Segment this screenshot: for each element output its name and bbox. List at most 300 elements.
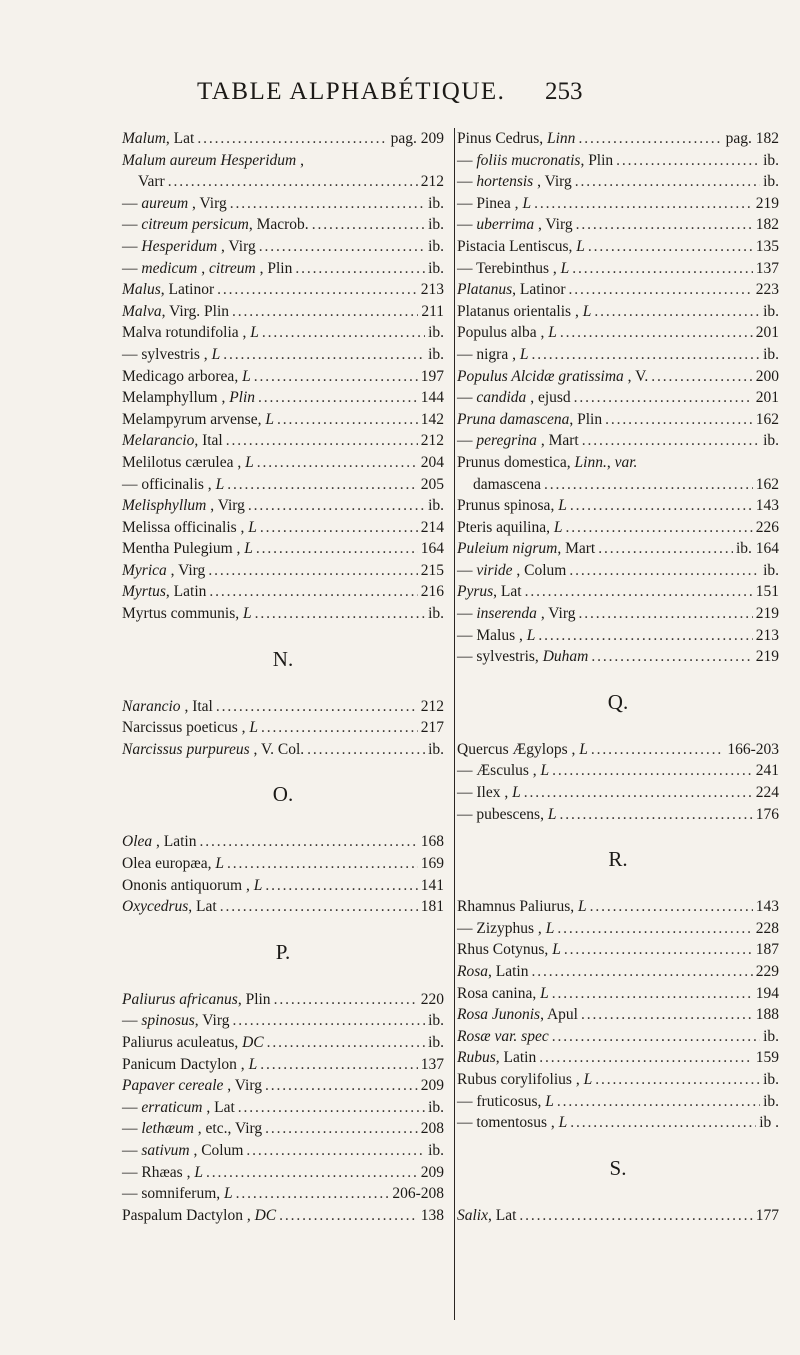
page-title: TABLE ALPHABÉTIQUE.: [197, 78, 506, 105]
entry-page: 212: [420, 432, 444, 450]
entry-name: [122, 430, 223, 452]
entry-page: ib.: [763, 345, 779, 363]
index-entry: [457, 301, 779, 323]
entry-name: [122, 1183, 233, 1205]
index-entry: [457, 538, 779, 560]
index-entry: [122, 1054, 444, 1076]
entry-name: [457, 1004, 578, 1026]
entry-page: 213: [755, 626, 779, 644]
entry-name-part: Papaver cereale: [122, 1077, 224, 1095]
entry-name-part: L: [578, 898, 587, 916]
entry-name-part: Paliurus aculeatus,: [122, 1034, 243, 1051]
entry-page: 143: [755, 898, 779, 916]
entry-page: 219: [755, 648, 779, 666]
entry-name-part: Myrtus: [122, 583, 166, 601]
leader-dots: [588, 236, 753, 258]
entry-name: [122, 1205, 276, 1227]
entry-name-part: Melilotus cærulea ,: [122, 453, 246, 471]
entry-name-part: —: [457, 432, 477, 450]
entry-name: [122, 150, 304, 172]
entry-name-part: L: [512, 784, 521, 802]
entry-name-part: aureum: [141, 194, 189, 212]
entry-name-part: Narcissus poeticus ,: [122, 719, 250, 737]
entry-name-part: L: [224, 1185, 233, 1203]
entry-page: 213: [420, 281, 444, 299]
entry-page: ib.: [428, 605, 444, 623]
entry-name: [122, 495, 245, 517]
leader-dots: [265, 1075, 418, 1097]
leader-dots: [295, 258, 425, 280]
entry-page: ib.: [763, 1070, 779, 1088]
leader-dots: [569, 279, 753, 301]
entry-name: [122, 474, 224, 496]
leader-dots: [616, 150, 760, 172]
entry-name-part: Hesperidum: [141, 237, 218, 255]
entry-page: 228: [755, 919, 779, 937]
index-entry: [457, 236, 779, 258]
entry-name-part: —: [122, 194, 142, 212]
leader-dots: [277, 409, 418, 431]
entry-name-part: Myrica: [122, 561, 167, 579]
leader-dots: [575, 171, 760, 193]
entry-name: [122, 279, 214, 301]
entry-page: ib.: [428, 324, 444, 342]
entry-name-part: Rosa: [457, 963, 488, 980]
entry-page: pag. 209: [390, 130, 444, 147]
leader-dots: [206, 1162, 418, 1184]
entry-page: ib.: [763, 173, 779, 191]
entry-name: [457, 344, 528, 366]
entry-page: 176: [755, 805, 779, 823]
leader-dots: [197, 128, 387, 150]
leader-dots: [262, 322, 425, 344]
index-entry: [122, 739, 444, 761]
entry-name: [122, 875, 262, 897]
leader-dots: [538, 625, 752, 647]
leader-dots: [544, 474, 753, 496]
index-entry: [457, 896, 779, 918]
index-entry: [122, 128, 444, 150]
entry-name-part: — Pinea ,: [457, 194, 523, 212]
index-entry: [457, 214, 779, 236]
entry-name-part: Paliurus africanus: [122, 990, 238, 1008]
entry-name-part: , Colum: [189, 1141, 244, 1159]
entry-name: [457, 236, 585, 258]
entry-name-part: L: [547, 805, 557, 823]
entry-name-part: L: [548, 324, 557, 342]
entry-name-part: —: [122, 1120, 142, 1138]
index-entry: [457, 1205, 779, 1227]
entry-name-part: Puleium nigrum: [457, 540, 558, 558]
entry-name-part: — sylvestris,: [457, 648, 543, 666]
entry-name-part: Rhus Cotynus,: [457, 941, 553, 959]
entry-page: 169: [420, 855, 444, 873]
entry-name: [122, 560, 205, 582]
entry-page: 211: [421, 302, 444, 320]
index-entry: [457, 430, 779, 452]
entry-name-part: ,: [197, 259, 209, 277]
entry-name-part: L: [540, 984, 549, 1002]
entry-name-part: L: [248, 1055, 258, 1073]
index-entry: [457, 1004, 779, 1026]
entry-name-part: Paspalum Dactylon ,: [122, 1206, 255, 1224]
entry-name: [457, 918, 554, 940]
leader-dots: [557, 1091, 760, 1113]
index-entry: [122, 150, 444, 172]
entry-name-part: , Latinor: [512, 281, 566, 299]
entry-name-part: L: [243, 605, 252, 623]
entry-page: 226: [755, 518, 779, 536]
entry-page: 205: [420, 475, 444, 493]
leader-dots: [570, 1112, 756, 1134]
entry-page: 224: [755, 784, 779, 802]
entry-page: 177: [755, 1206, 779, 1224]
entry-name-part: Rubus corylifolius ,: [457, 1070, 584, 1088]
entry-page: 212: [420, 697, 444, 715]
index-entry: [122, 696, 444, 718]
entry-name-part: candida: [476, 389, 527, 407]
entry-name: [457, 258, 569, 280]
index-entry: [457, 646, 779, 668]
entry-page: 168: [420, 833, 444, 851]
entry-name: [457, 939, 561, 961]
entry-name: [122, 853, 224, 875]
entry-page: 219: [755, 605, 779, 623]
leader-dots: [254, 366, 418, 388]
index-entry: [457, 150, 779, 172]
leader-dots: [226, 430, 418, 452]
index-entry: [457, 409, 779, 431]
entry-name-part: —: [122, 1012, 142, 1030]
entry-name: [457, 214, 573, 236]
entry-name-part: Duham: [542, 648, 589, 666]
entry-name-part: — nigra ,: [457, 345, 520, 363]
entry-name: [122, 214, 309, 236]
leader-dots: [312, 214, 425, 236]
leader-dots: [591, 739, 724, 761]
entry-name-part: L: [558, 497, 567, 515]
index-entry: [122, 1162, 444, 1184]
entry-name-part: —: [457, 605, 477, 623]
entry-name-part: , Lat: [202, 1098, 235, 1116]
entry-name-part: , Virg: [217, 237, 256, 255]
entry-page: 214: [420, 518, 444, 536]
leader-dots: [534, 193, 753, 215]
leader-dots: [258, 387, 418, 409]
leader-dots: [216, 696, 418, 718]
entry-name-part: Narancio: [122, 697, 181, 715]
entry-page: 216: [420, 583, 444, 601]
entry-name: [122, 1054, 257, 1076]
entry-name-part: L: [250, 324, 259, 342]
entry-name-part: —: [122, 1098, 142, 1116]
leader-dots: [230, 193, 425, 215]
leader-dots: [595, 1069, 760, 1091]
index-entry: [122, 171, 444, 193]
entry-name: [457, 739, 588, 761]
entry-name: [457, 804, 556, 826]
entry-name-part: , Virg. Plin: [161, 302, 230, 320]
entry-name-part: — pubescens,: [457, 805, 548, 823]
entry-name-part: , Apul: [540, 1006, 578, 1024]
entry-name-part: Pteris aquilina,: [457, 518, 554, 536]
entry-name-part: Linn.: [574, 453, 607, 471]
entry-name: [457, 1069, 592, 1091]
index-entry: [457, 739, 779, 761]
leader-dots: [564, 939, 753, 961]
entry-name-part: , Lat: [488, 1206, 517, 1224]
entry-page: 206-208: [392, 1185, 444, 1203]
entry-page: 151: [755, 583, 779, 601]
entry-name-part: , Latinor: [160, 281, 215, 299]
leader-dots: [598, 538, 733, 560]
entry-name-part: erraticum: [141, 1098, 203, 1116]
section-letter: P.: [275, 939, 291, 964]
entry-page: 197: [420, 367, 444, 385]
index-entry: [457, 474, 779, 496]
entry-name-part: Mentha Pulegium ,: [122, 540, 245, 558]
entry-name-part: , Virg: [194, 1012, 230, 1030]
entry-page: 212: [420, 173, 444, 191]
entry-page: 194: [755, 984, 779, 1002]
entry-name-part: L: [248, 518, 257, 536]
index-entry: [122, 1140, 444, 1162]
section-letter: Q.: [607, 689, 629, 714]
entry-name-part: , Latin: [495, 1049, 537, 1067]
entry-page: 201: [755, 324, 779, 342]
entry-name-part: , Mart: [536, 432, 579, 450]
entry-name: [457, 646, 588, 668]
entry-name-part: L: [194, 1163, 203, 1181]
index-entry: [122, 538, 444, 560]
entry-name: [122, 1097, 235, 1119]
entry-name: [122, 739, 304, 761]
entry-name-part: lethæum: [141, 1120, 194, 1138]
leader-dots: [590, 896, 753, 918]
entry-name-part: L: [558, 1114, 568, 1132]
entry-page: ib.: [763, 302, 779, 320]
index-column-left: [122, 128, 444, 1226]
index-entry: [122, 1032, 444, 1054]
entry-page: ib.: [428, 740, 444, 758]
entry-name-part: L: [245, 453, 254, 471]
index-entry: [122, 214, 444, 236]
section-letter: S.: [609, 1155, 627, 1180]
entry-name-part: Ononis antiquorum ,: [122, 876, 254, 894]
leader-dots: [220, 896, 418, 918]
entry-name-part: — Ilex ,: [457, 784, 513, 802]
entry-name-part: foliis mucronatis: [476, 151, 581, 169]
entry-name: [457, 517, 563, 539]
index-entry: [457, 128, 779, 150]
leader-dots: [199, 831, 417, 853]
index-entry: [122, 1118, 444, 1140]
entry-page: 220: [420, 990, 444, 1008]
index-entry: [122, 1097, 444, 1119]
leader-dots: [246, 1140, 425, 1162]
index-entry: [122, 193, 444, 215]
entry-name-part: — Terebinthus ,: [457, 259, 561, 277]
leader-dots: [594, 301, 760, 323]
entry-name-part: L: [526, 626, 536, 644]
entry-name-part: Melissa officinalis ,: [122, 518, 249, 536]
index-entry: [457, 603, 779, 625]
entry-name-part: L: [579, 740, 588, 758]
entry-name-part: L: [215, 475, 225, 493]
entry-name-part: citreum persicum: [141, 216, 249, 234]
index-entry: [122, 387, 444, 409]
leader-dots: [574, 387, 753, 409]
entry-page: 141: [420, 876, 444, 894]
index-entry: [457, 1091, 779, 1113]
section-letter: R.: [608, 847, 628, 872]
index-entry: [122, 236, 444, 258]
entry-name-part: citreum: [208, 259, 256, 277]
entry-name-part: Panicum Dactylon ,: [122, 1055, 249, 1073]
entry-name-part: — officinalis ,: [122, 475, 216, 493]
section-letter: O.: [272, 782, 294, 807]
entry-name: [457, 1205, 516, 1227]
index-entry: [122, 581, 444, 603]
index-entry: [457, 1047, 779, 1069]
index-entry: [457, 1069, 779, 1091]
entry-name-part: L: [545, 1092, 554, 1110]
entry-name: [122, 1075, 262, 1097]
index-entry: [122, 474, 444, 496]
entry-name-part: — tomentosus ,: [457, 1114, 559, 1132]
entry-name: [457, 625, 535, 647]
leader-dots: [267, 1032, 425, 1054]
entry-name-part: , Latin: [165, 583, 207, 601]
entry-page: ib.: [428, 1141, 444, 1159]
index-entry: [457, 1112, 779, 1134]
entry-name-part: —: [457, 173, 477, 191]
entry-name-part: viride: [476, 561, 513, 579]
entry-page: ib.: [428, 194, 444, 212]
section-letter: N.: [272, 646, 294, 671]
entry-name-part: Malva rotundifolia ,: [122, 324, 251, 342]
entry-name-part: —: [457, 151, 477, 169]
leader-dots: [570, 495, 753, 517]
entry-page: 159: [755, 1049, 779, 1067]
entry-page: 164: [420, 540, 444, 558]
leader-dots: [279, 1205, 418, 1227]
entry-page: 182: [755, 216, 779, 234]
entry-name-part: Prunus domestica,: [457, 453, 575, 471]
leader-dots: [578, 603, 752, 625]
index-entry: [457, 961, 779, 983]
entry-name-part: , Lat: [188, 898, 217, 916]
entry-name-part: Olea europæa,: [122, 855, 216, 873]
entry-name: [457, 301, 591, 323]
entry-name-part: , Latin: [152, 833, 197, 851]
entry-name-part: L: [519, 345, 529, 363]
entry-name-part: Populus Alcidæ gratissima: [457, 367, 624, 385]
leader-dots: [569, 560, 760, 582]
entry-page: 137: [755, 259, 779, 277]
entry-name-part: Varr: [138, 173, 165, 191]
leader-dots: [223, 344, 425, 366]
leader-dots: [559, 804, 752, 826]
leader-dots: [232, 1010, 425, 1032]
entry-name-part: Malva: [122, 302, 162, 320]
entry-name-part: L: [211, 345, 221, 363]
leader-dots: [232, 301, 418, 323]
entry-page: 229: [755, 963, 779, 980]
entry-name: [457, 279, 566, 301]
index-entry: [122, 495, 444, 517]
entry-page: 215: [420, 561, 444, 579]
leader-dots: [227, 474, 418, 496]
entry-name: [122, 1010, 229, 1032]
entry-name-part: Populus alba ,: [457, 324, 549, 342]
entry-name-part: Myrtus communis,: [122, 605, 243, 623]
leader-dots: [566, 517, 753, 539]
entry-name-part: Melarancio: [122, 432, 195, 450]
entry-page: 187: [755, 941, 779, 959]
entry-name-part: — somniferum,: [122, 1185, 225, 1203]
entry-name-part: Oxycedrus: [122, 898, 189, 916]
entry-name: [457, 171, 572, 193]
index-entry: [457, 279, 779, 301]
entry-page: 223: [755, 281, 779, 299]
entry-name: [122, 1032, 264, 1054]
entry-name-part: —: [122, 259, 142, 277]
entry-page: ib.: [428, 1034, 444, 1051]
entry-page: 143: [755, 497, 779, 515]
leader-dots: [560, 322, 753, 344]
entry-name-part: — Æsculus ,: [457, 762, 541, 780]
leader-dots: [581, 1004, 753, 1026]
entry-name-part: , V. Col.: [249, 740, 305, 758]
index-entry: [457, 517, 779, 539]
entry-name-part: Melisphyllum: [122, 497, 207, 515]
entry-name-part: medicum: [141, 259, 198, 277]
entry-name-part: , Macrob.: [248, 216, 309, 234]
entry-name: [457, 387, 571, 409]
leader-dots: [519, 1205, 752, 1227]
entry-name-part: , Lat: [493, 583, 522, 601]
index-entry: [122, 853, 444, 875]
leader-dots: [524, 782, 753, 804]
entry-name-part: Malus: [122, 281, 161, 299]
index-entry: [457, 344, 779, 366]
leader-dots: [217, 279, 418, 301]
entry-name-part: Prunus spinosa,: [457, 497, 559, 515]
entry-name-part: , Mart: [557, 540, 596, 558]
leader-dots: [209, 581, 417, 603]
leader-dots: [552, 1026, 760, 1048]
entry-name-part: Salix: [457, 1206, 488, 1224]
entry-name-part: Pruna damascena: [457, 410, 570, 428]
entry-name-part: DC: [242, 1034, 264, 1051]
entry-page: 138: [420, 1206, 444, 1224]
index-entry: [457, 495, 779, 517]
entry-name-part: L: [583, 1070, 593, 1088]
entry-name: [457, 538, 595, 560]
entry-name: [122, 193, 227, 215]
leader-dots: [255, 603, 425, 625]
entry-page: 188: [755, 1006, 779, 1024]
entry-name-part: , Plin: [569, 410, 603, 428]
index-entry: [122, 717, 444, 739]
index-entry: [122, 452, 444, 474]
entry-name-part: , Virg: [223, 1077, 262, 1095]
entry-name-part: damascena: [473, 475, 541, 493]
entry-page: 135: [755, 237, 779, 255]
entry-name-part: L: [244, 540, 253, 558]
entry-page: 204: [420, 453, 444, 471]
